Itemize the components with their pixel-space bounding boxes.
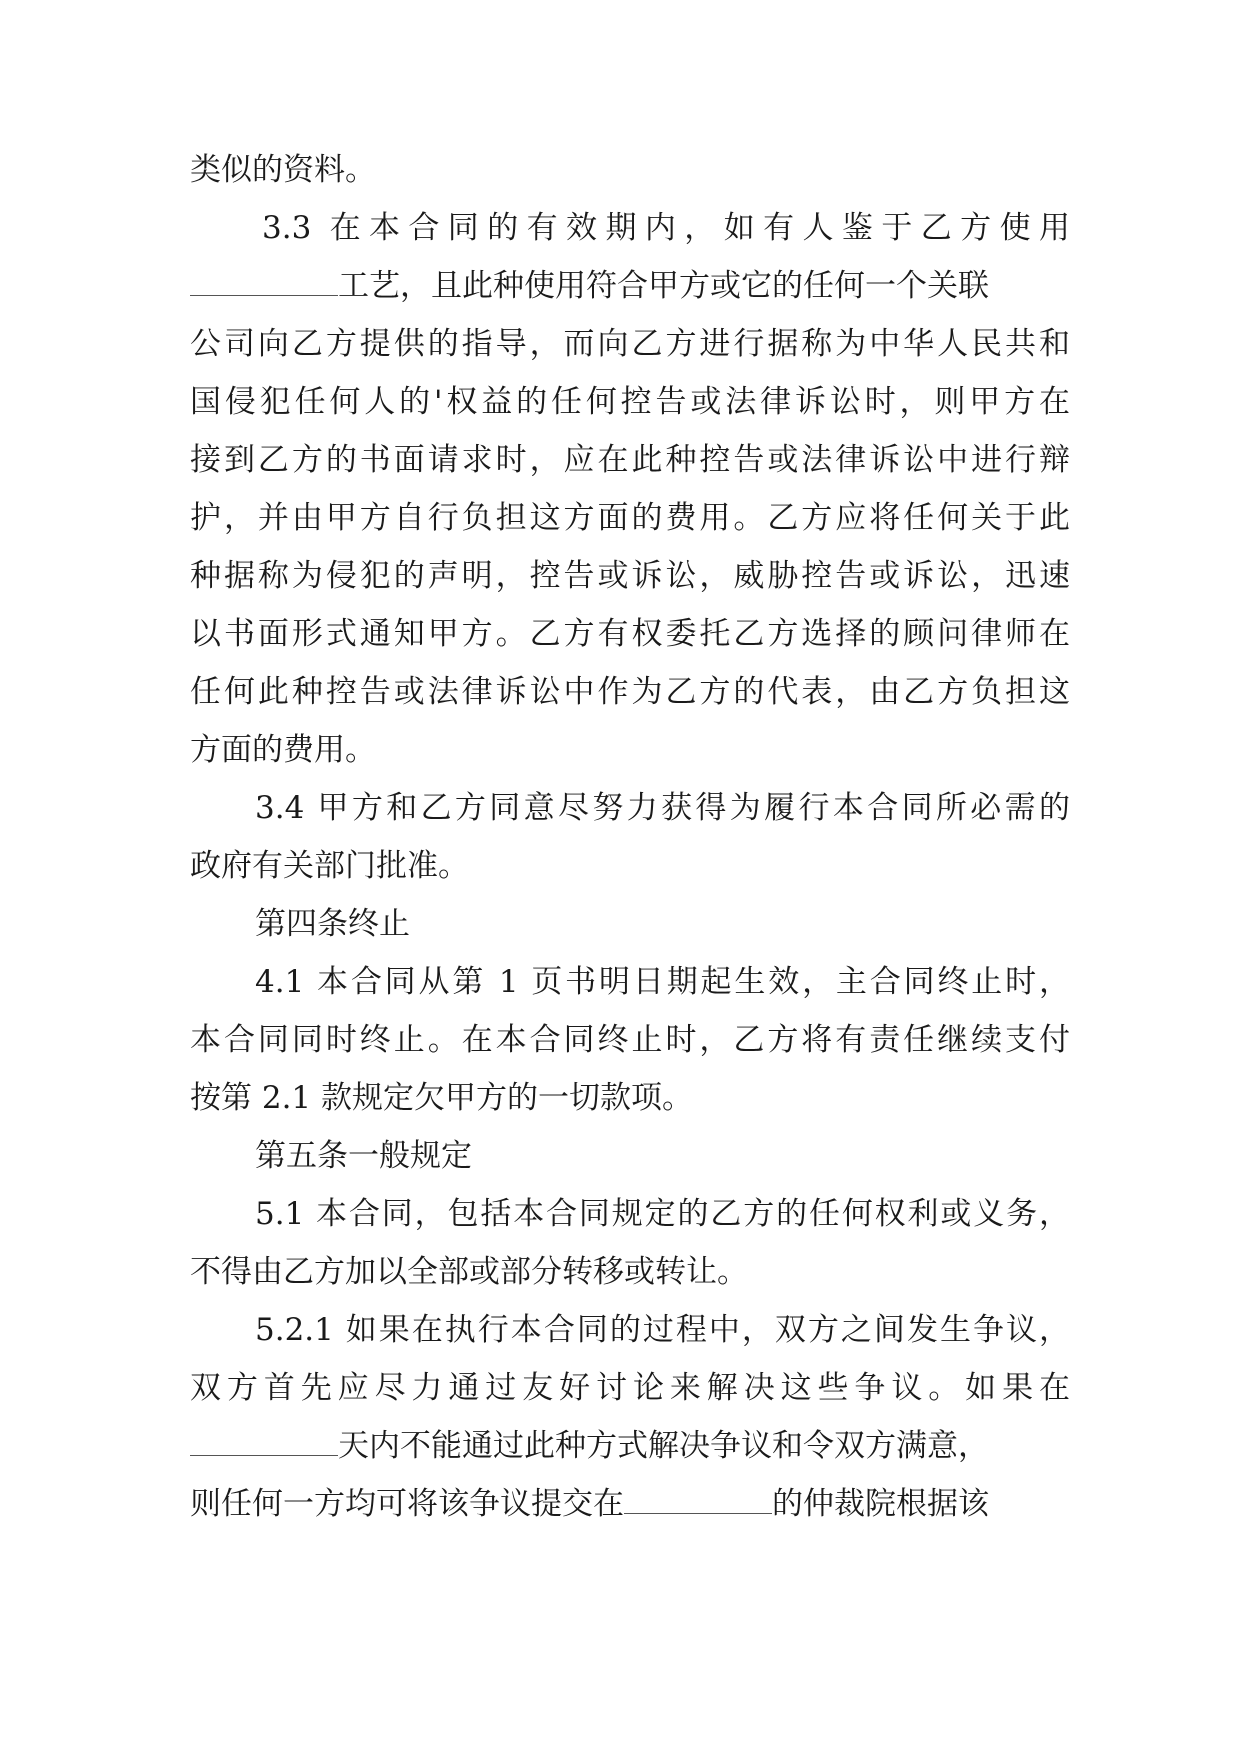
text-line: 公司向乙方提供的指导，而向乙方进行据称为中华人民共和	[190, 326, 1070, 362]
text-line: 按第 2.1 款规定欠甲方的一切款项。	[190, 1080, 694, 1116]
text-line-with-blank	[190, 1484, 1070, 1524]
text-line: 接到乙方的书面请求时，应在此种控告或法律诉讼中进行辩	[190, 442, 1070, 478]
text-line: 双方首先应尽力通过友好讨论来解决这些争议。如果在	[190, 1370, 1070, 1406]
text-line: 本合同同时终止。在本合同终止时，乙方将有责任继续支付	[190, 1022, 1070, 1058]
text-line: 种据称为侵犯的声明，控告或诉讼，威胁控告或诉讼，迅速	[190, 558, 1070, 594]
text-segment: 的仲裁院根据该	[772, 1486, 989, 1522]
clause-5-2-1-line: 5.2.1 如果在执行本合同的过程中，双方之间发生争议，	[255, 1312, 1070, 1348]
text-segment: 天内不能通过此种方式解决争议和令双方满意，	[338, 1428, 989, 1464]
text-line-with-blank	[190, 266, 1070, 306]
clause-5-1-line: 5.1 本合同，包括本合同规定的乙方的任何权利或义务，	[255, 1196, 1070, 1232]
clause-3-4-line: 3.4 甲方和乙方同意尽努力获得为履行本合同所必需的	[255, 790, 1070, 826]
fill-in-blank[interactable]	[624, 1491, 772, 1514]
text-line: 方面的费用。	[190, 732, 376, 768]
article-4-heading: 第四条终止	[255, 906, 410, 942]
text-line: 以书面形式通知甲方。乙方有权委托乙方选择的顾问律师在	[190, 616, 1070, 652]
text-line: 不得由乙方加以全部或部分转移或转让。	[190, 1254, 748, 1290]
clause-3-3-line: 3.3 在本合同的有效期内，如有人鉴于乙方使用	[262, 210, 1070, 246]
text-line: 任何此种控告或法律诉讼中作为乙方的代表，由乙方负担这	[190, 674, 1070, 710]
text-line: 护，并由甲方自行负担这方面的费用。乙方应将任何关于此	[190, 500, 1070, 536]
fill-in-blank[interactable]	[190, 273, 338, 296]
clause-4-1-line: 4.1 本合同从第 1 页书明日期起生效，主合同终止时，	[255, 964, 1070, 1000]
text-segment: 工艺，且此种使用符合甲方或它的任何一个关联	[338, 268, 989, 304]
text-line-with-blank	[190, 1426, 1070, 1466]
fill-in-blank[interactable]	[190, 1433, 338, 1456]
text-line: 国侵犯任何人的'权益的任何控告或法律诉讼时，则甲方在	[190, 384, 1070, 420]
text-line: 类似的资料。	[190, 152, 376, 188]
text-segment: 则任何一方均可将该争议提交在	[190, 1486, 624, 1522]
text-line: 政府有关部门批准。	[190, 848, 469, 884]
article-5-heading: 第五条一般规定	[255, 1138, 472, 1174]
